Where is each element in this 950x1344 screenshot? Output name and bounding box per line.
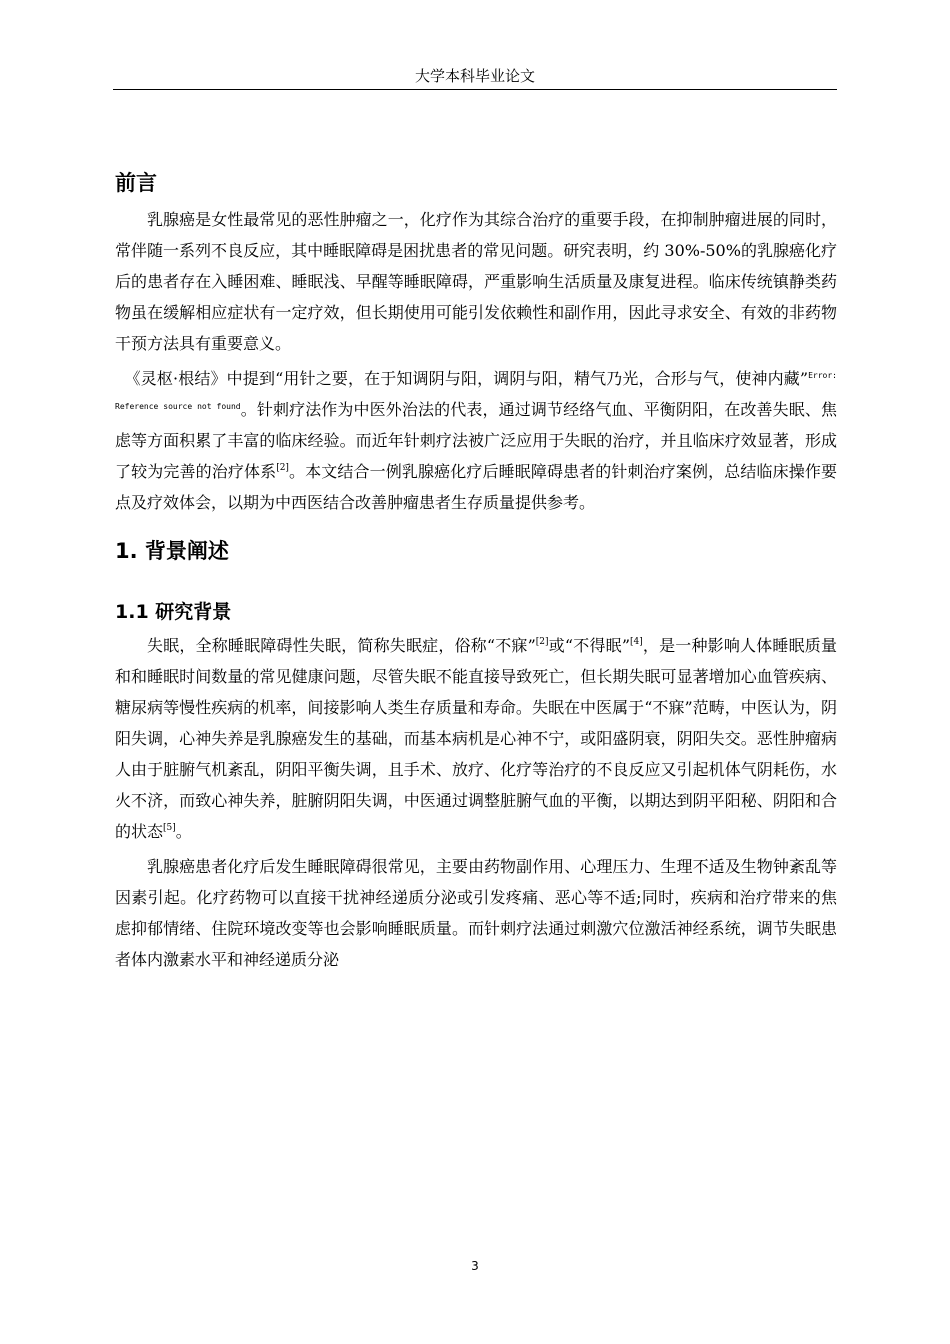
citation-2: [2]: [276, 463, 289, 473]
preface-paragraph-2-text-c: 。本文结合一例乳腺癌化疗后睡眠障碍患者的针刺治疗案例，总结临床操作要点及疗效体会，以期为中西医结合改善肿瘤患者生存质量提供参考。: [115, 462, 837, 512]
preface-heading: 前言: [115, 171, 157, 195]
background-paragraph-1-text-a: 失眠，全称睡眠障碍性失眠，简称失眠症，俗称“不寐”: [147, 636, 536, 655]
page-number: 3: [471, 1259, 479, 1273]
preface-paragraph-1: 乳腺癌是女性最常见的恶性肿瘤之一，化疗作为其综合治疗的重要手段，在抑制肿瘤进展的同时，常伴随一系列不良反应，其中睡眠障碍是困扰患者的常见问题。研究表明，约 30%-50%的乳腺癌化疗后的患者存在入睡困难、睡眠浅、早醒等睡眠障碍，严重影响生活质量及康复进程。临床传统镇静类药物虽在缓解相应症状有一定疗效，但长期使用可能引发依赖性和副作用，因此寻求安全、有效的非药物干预方法具有重要意义。: [115, 210, 837, 353]
reference-error: Error: Reference source not found: [115, 371, 837, 411]
section-1-heading: 1. 背景阐述: [115, 539, 229, 563]
section-1-1-heading: 1.1 研究背景: [115, 601, 232, 623]
preface-paragraph-2: [115, 363, 837, 518]
background-paragraph-2: 乳腺癌患者化疗后发生睡眠障碍很常见，主要由药物副作用、心理压力、生理不适及生物钟紊乱等因素引起。化疗药物可以直接干扰神经递质分泌或引发疼痛、恶心等不适;同时，疾病和治疗带来的焦虑抑郁情绪、住院环境改变等也会影响睡眠质量。而针刺疗法通过刺激穴位激活神经系统，调节失眠患者体内激素水平和神经递质分泌: [115, 857, 837, 969]
citation-5: [5]: [163, 823, 176, 833]
background-paragraph-1: [115, 630, 837, 847]
header-rule: [113, 89, 837, 90]
citation-4: [4]: [630, 637, 643, 647]
background-paragraph-1-text-c: ，是一种影响人体睡眠质量和和睡眠时间数量的常见健康问题，尽管失眠不能直接导致死亡，但长期失眠可显著增加心血管疾病、糖尿病等慢性疾病的机率，间接影响人类生存质量和寿命。失眠在中医属于“不寐”范畴，中医认为，阴阳失调，心神失养是乳腺癌发生的基础，而基本病机是心神不宁，或阳盛阴衰，阴阳失交。恶性肿瘤病人由于脏腑气机紊乱，阴阳平衡失调，且手术、放疗、化疗等治疗的不良反应又引起机体气阴耗伤，水火不济，而致心神失养，脏腑阴阳失调，中医通过调整脏腑气血的平衡，以期达到阴平阳秘、阴阳和合的状态: [115, 636, 837, 841]
preface-paragraph-2-text-a: 《灵枢·根结》中提到“用针之要，在于知调阴与阳，调阴与阳，精气乃光，合形与气，使神内藏”: [124, 369, 809, 388]
citation-2-b: [2]: [535, 637, 549, 647]
background-paragraph-1-text-b: 或“不得眠”: [548, 636, 630, 655]
page-header: 大学本科毕业论文: [414, 67, 535, 85]
document-body: [115, 168, 837, 975]
background-paragraph-1-text-d: 。: [175, 822, 192, 841]
preface-paragraph-2-text-b: 。针刺疗法作为中医外治法的代表，通过调节经络气血、平衡阴阳，在改善失眠、焦虑等方面积累了丰富的临床经验。而近年针刺疗法被广泛应用于失眠的治疗，并且临床疗效显著，形成了较为完善的治疗体系: [115, 400, 837, 481]
